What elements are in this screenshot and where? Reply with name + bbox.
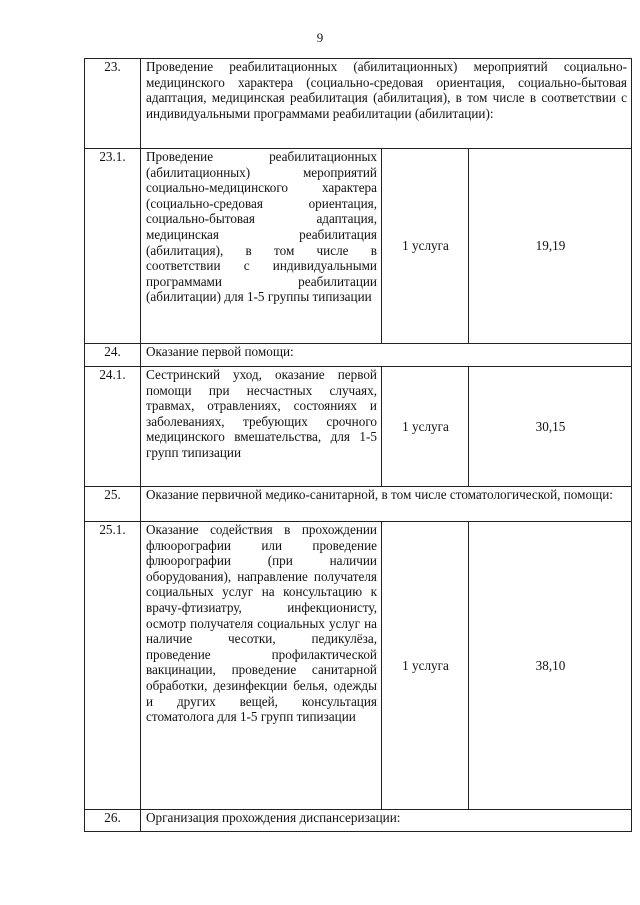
row-number: 26. [85,810,141,832]
row-number: 23. [85,59,141,149]
row-unit: 1 услуга [382,367,469,487]
table-row-section-25 [85,487,632,522]
row-number: 23.1. [85,149,141,344]
row-description: Проведение реабилитационных (абилитационных) мероприятий социально-медицинского характера (социально-средовая ориентация, социально-бытовая адаптация, медицинская реабилитация (абилитация), в том числе в соответствии с индивидуальными программами реабилитации (абилитации): [141,59,632,149]
row-price: 19,19 [469,149,632,344]
services-table [84,58,632,832]
row-unit: 1 услуга [382,522,469,810]
table-row-item-24-1 [85,367,632,487]
row-description: Организация прохождения диспансеризации: [141,810,632,832]
table-row-section-24 [85,344,632,367]
row-description: Сестринский уход, оказание первой помощи при несчастных случаях, травмах, отравлениях, состояниях и заболеваниях, требующих срочного медицинского вмешательства, для 1-5 групп типизации [141,367,382,487]
row-description: Оказание первой помощи: [141,344,632,367]
row-number: 25. [85,487,141,522]
row-unit: 1 услуга [382,149,469,344]
row-number: 25.1. [85,522,141,810]
table-row-item-25-1 [85,522,632,810]
table-row-section-23 [85,59,632,149]
page-number: 9 [316,30,324,45]
row-number: 24.1. [85,367,141,487]
row-description: Оказание первичной медико-санитарной, в том числе стоматологической, помощи: [141,487,632,522]
row-price: 30,15 [469,367,632,487]
row-description: Оказание содействия в прохождении флюорографии или проведение флюорографии (при наличии оборудования), направление получателя социальных услуг на консультацию к врачу-фтизиатру, инфекционисту, осмотр получателя социальных услуг на наличие чесотки, педикулёза, проведение профилактической вакцинации, проведение санитарной обработки, дезинфекции белья, одежды и других вещей, консультация стоматолога для 1-5 групп типизации [141,522,382,810]
row-description: Проведение реабилитационных (абилитационных) мероприятий социально-медицинского характера (социально-средовая ориентация, социально-бытовая адаптация, медицинская реабилитация (абилитация), в том числе в соответствии с индивидуальными программами реабилитации (абилитации) для 1-5 группы типизации [141,149,382,344]
row-number: 24. [85,344,141,367]
table-row-item-23-1 [85,149,632,344]
table-row-section-26 [85,810,632,832]
row-price: 38,10 [469,522,632,810]
